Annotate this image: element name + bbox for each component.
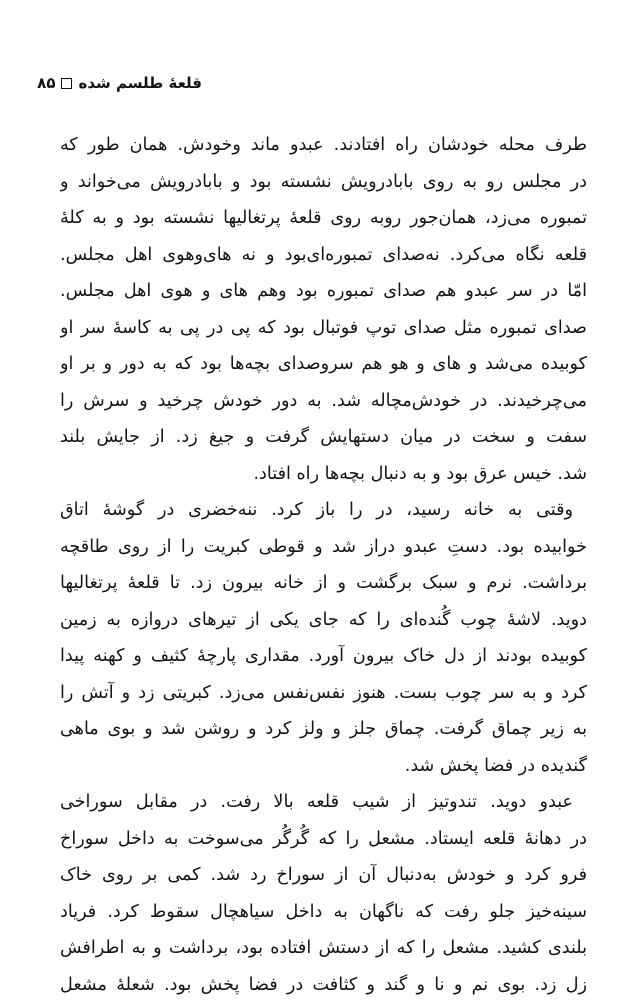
text-line: طرف محله خودشان راه افتادند. عبدو ماند وخودش. همان طور که (60, 127, 587, 164)
text-line: در دهانهٔ قلعه ایستاد. مشعل را که گُرگُر می‌سوخت به داخل سوراخ (60, 821, 587, 858)
text-line: کوبیده می‌شد و های و هو هم سروصدای بچه‌ها بود که به دور و بر او (60, 346, 587, 383)
text-line: سینه‌خیز جلو رفت که ناگهان به داخل سیاهچال سقوط کرد. فریاد (60, 894, 587, 931)
page-number: ۸۵ (37, 74, 55, 92)
text-line: خوابیده بود. دستِ عبدو دراز شد و قوطی کبریت را از روی طاقچه (60, 529, 587, 566)
text-line: می‌چرخیدند. در خودش‌مچاله شد. به دور خودش چرخید و سرش را (60, 383, 587, 420)
running-head-separator-box (61, 78, 72, 89)
text-line: فرو کرد و خودش به‌دنبال آن از سوراخ رد شد. کمی بر روی خاک (60, 857, 587, 894)
text-line: امّا در سر عبدو هم صدای تمبوره بود وهم های و هوی اهل مجلس. (60, 273, 587, 310)
text-line: به زیر چماق گرفت. چماق جلز و ولز کرد و روشن شد و بوی ماهی (60, 711, 587, 748)
paragraph-first-line: عبدو دوید. تندوتیز از شیب قلعه بالا رفت. در مقابل سوراخی (60, 784, 587, 821)
text-line: تمبوره می‌زد، همان‌جور روبه روی قلعهٔ پرتغالیها نشسته بود و به کلهٔ (60, 200, 587, 237)
text-line: زل زد. بوی نم و نا و گند و کثافت در فضا پخش بود. شعلهٔ مشعل (60, 967, 587, 1003)
running-head (37, 74, 202, 92)
text-line: برداشت. نرم و سبک برگشت و از خانه بیرون زد. تا قلعهٔ پرتغالیها (60, 565, 587, 602)
text-line: صدای تمبوره مثل صدای توپ فوتبال بود که پی در پی به کاسهٔ سر او (60, 310, 587, 347)
text-line: کوبیده بودند از دل خاک بیرون آورد. مقداری پارچهٔ کثیف و کهنه پیدا (60, 638, 587, 675)
text-line: کرد و به سر چوب بست. هنوز نفس‌نفس می‌زد. کبریتی زد و آتش را (60, 675, 587, 712)
text-line: در مجلس رو به روی بابادرویش نشسته بود و بابادرویش می‌خواند و (60, 164, 587, 201)
text-line: بلندی کشید. مشعل را که از دستش افتاده بود، برداشت و به اطرافش (60, 930, 587, 967)
text-line: شد. خیس عرق بود و به دنبال بچه‌ها راه افتاد. (60, 456, 587, 493)
text-line: قلعه نگاه می‌کرد. نه‌صدای تمبوره‌ای‌بود و نه های‌وهوی اهل مجلس. (60, 237, 587, 274)
paragraph-first-line: وقتی به خانه رسید، در را باز کرد. ننه‌خضری در گوشهٔ اتاق (60, 492, 587, 529)
text-line: سفت و سخت در میان دستهایش گرفت و جیغ زد. از جایش بلند (60, 419, 587, 456)
text-line: دوید. لاشهٔ چوب گُنده‌ای را که جای یکی از تیرهای دروازه به زمین (60, 602, 587, 639)
running-head-title: قلعهٔ طلسم شده (78, 74, 202, 92)
body-text (60, 127, 587, 1003)
text-line: گندیده در فضا پخش شد. (60, 748, 587, 785)
